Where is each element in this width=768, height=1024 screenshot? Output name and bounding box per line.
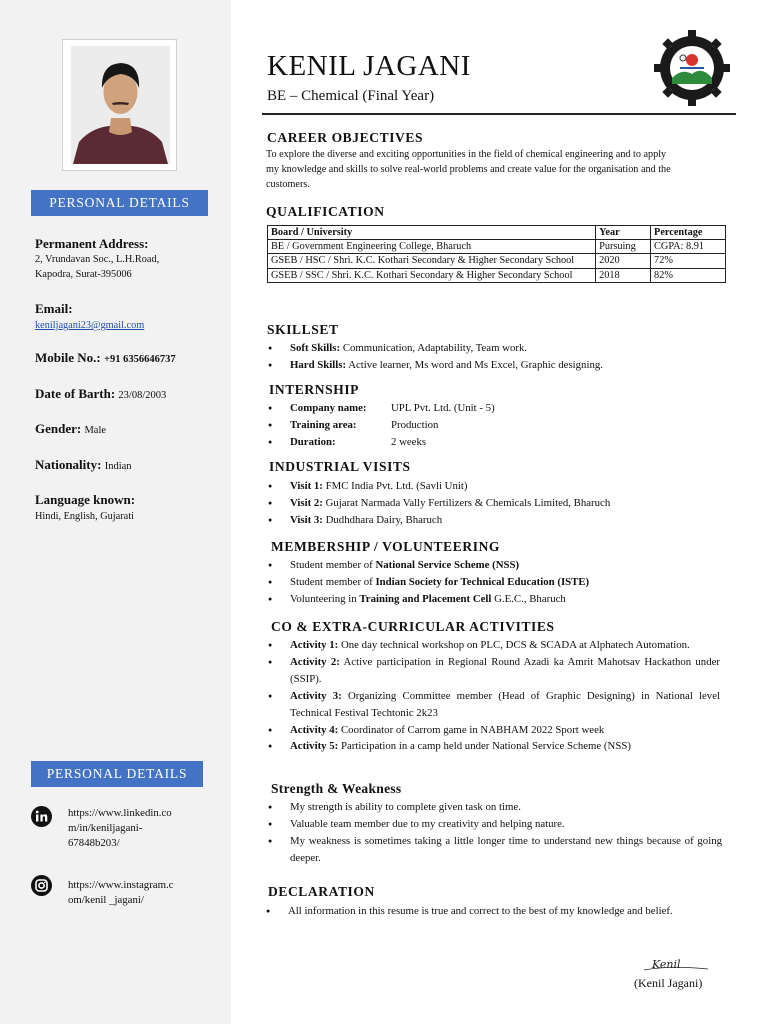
list-item: [266, 340, 726, 357]
hard-skills-value: Active learner, Ms word and Ms Excel, Graphic designing.: [348, 358, 603, 371]
membership-heading: MEMBERSHIP / VOLUNTEERING: [271, 539, 501, 554]
duration-value: 2 weeks: [391, 435, 427, 448]
membership-pre: Volunteering in: [290, 592, 360, 605]
col-header-year: Year: [596, 226, 651, 240]
area-label: Training area:: [290, 418, 357, 431]
cell-board: GSEB / HSC / Shri. K.C. Kothari Secondary & Higher Secondary School: [268, 254, 596, 268]
nationality-value: Indian: [104, 461, 132, 472]
career-line2: my knowledge and skills to solve real-world problems and create value for the organisation and the: [266, 163, 671, 175]
activity-value: Participation in a camp held under National Service Scheme (NSS): [340, 740, 631, 753]
nationality-label: Nationality:: [35, 457, 102, 472]
list-item: [266, 512, 726, 529]
career-heading: CAREER OBJECTIVES: [267, 130, 424, 145]
mobile-value: +91 6356646737: [103, 354, 176, 365]
linkedin-line1: https://www.linkedin.co: [68, 807, 172, 819]
list-item: [266, 357, 726, 374]
cell-percentage: CGPA: 8.91: [651, 240, 726, 254]
visit-value: FMC India Pvt. Ltd. (Savli Unit): [325, 480, 468, 492]
list-item: [266, 637, 720, 654]
cell-year: 2020: [596, 254, 651, 268]
list-item: [266, 738, 720, 755]
candidate-name: KENIL JAGANI: [267, 50, 471, 82]
dob-label: Date of Barth:: [35, 386, 116, 401]
list-item: [266, 495, 726, 512]
membership-org: Training and Placement Cell: [359, 592, 492, 605]
table-row: [268, 240, 726, 254]
duration-label: Duration:: [290, 435, 336, 448]
visits-heading: INDUSTRIAL VISITS: [269, 459, 411, 474]
email-link[interactable]: keniljagani23@gmail.com: [35, 320, 145, 331]
career-text: [266, 148, 736, 192]
visit-label: Visit 3:: [290, 513, 323, 526]
activity-value: Coordinator of Carrom game in NABHAM 2022 Sport week: [340, 723, 605, 736]
list-item: [266, 417, 726, 434]
activities-list: [266, 637, 720, 755]
linkedin-link[interactable]: [68, 806, 198, 851]
hard-skills-label: Hard Skills:: [290, 358, 347, 371]
list-item: [266, 591, 726, 608]
cell-year: 2018: [596, 268, 651, 282]
col-header-board: Board / University: [268, 226, 596, 240]
visits-list: [266, 478, 726, 529]
nationality-row: [35, 457, 132, 473]
gender-value: Male: [84, 425, 107, 436]
list-item: ● My strength is ability to complete given task on time.: [266, 799, 722, 816]
company-label: Company name:: [290, 402, 367, 414]
visit-label: Visit 2:: [290, 496, 323, 509]
college-logo: [652, 28, 732, 108]
signature-script: Kenil: [652, 958, 681, 971]
signature: [640, 954, 712, 976]
list-item: [266, 688, 720, 722]
activity-label: Activity 5:: [290, 740, 339, 753]
visit-value: Gujarat Narmada Vally Fertilizers & Chemicals Limited, Bharuch: [325, 496, 611, 509]
internship-heading: INTERNSHIP: [269, 382, 360, 397]
gender-row: [35, 421, 106, 437]
language-value: Hindi, English, Gujarati: [35, 511, 134, 522]
list-item: [266, 478, 726, 495]
linkedin-line2: m/in/keniljagani-: [68, 822, 143, 834]
linkedin-line3: 67848b203/: [68, 837, 120, 849]
profile-photo: [71, 46, 170, 164]
language-label: Language known:: [35, 492, 136, 507]
instagram-link[interactable]: [68, 878, 198, 908]
strength-heading: Strength & Weakness: [271, 781, 402, 796]
strength-list: [266, 799, 722, 867]
list-item: ● My weakness is sometimes taking a little longer time to understand new things because of going deeper.: [266, 833, 722, 867]
activity-label: Activity 1:: [290, 639, 339, 651]
signature-name: (Kenil Jagani): [634, 976, 703, 990]
profile-photo-frame: [62, 39, 177, 171]
dob-value: 23/08/2003: [118, 390, 167, 401]
declaration-list: [264, 903, 718, 920]
table-header-row: [268, 226, 726, 240]
instagram-line1: https://www.instagram.c: [68, 879, 174, 891]
list-item: [266, 400, 726, 417]
cell-percentage: 82%: [651, 268, 726, 282]
area-value: Production: [391, 418, 439, 431]
qualification-table: [267, 225, 726, 283]
instagram-icon[interactable]: [31, 875, 52, 896]
mobile-row: [35, 350, 176, 366]
membership-post: G.E.C., Bharuch: [491, 592, 566, 605]
activity-label: Activity 4:: [290, 723, 339, 736]
activity-label: Activity 3:: [290, 689, 342, 702]
col-header-percentage: Percentage: [651, 226, 726, 240]
gender-label: Gender:: [35, 421, 82, 436]
social-details-band: PERSONAL DETAILS: [31, 761, 203, 787]
list-item: ● Valuable team member due to my creativity and helping nature.: [266, 816, 722, 833]
list-item: [266, 434, 726, 451]
career-line1: To explore the diverse and exciting opportunities in the field of chemical engineering and to apply: [266, 149, 667, 160]
activities-heading: CO & EXTRA-CURRICULAR ACTIVITIES: [271, 619, 555, 634]
career-line3: customers.: [266, 178, 310, 190]
visit-label: Visit 1:: [290, 480, 323, 492]
visit-value: Dudhdhara Dairy, Bharuch: [325, 513, 443, 526]
mobile-label: Mobile No.:: [35, 350, 101, 365]
cell-board: BE / Government Engineering College, Bharuch: [268, 240, 596, 254]
activity-value: Organizing Committee member (Head of Graphic Designing) in National level Technical Festival Techtonic 2k23: [290, 689, 721, 719]
list-item: [266, 654, 720, 688]
membership-pre: Student member of: [290, 559, 376, 571]
email-label: Email:: [35, 301, 73, 316]
skills-list: [266, 340, 726, 374]
soft-skills-label: Soft Skills:: [290, 342, 341, 354]
header-divider: [262, 113, 736, 115]
list-item: [266, 722, 720, 739]
activity-value: One day technical workshop on PLC, DCS & SCADA at Alphatech Automation.: [340, 639, 690, 651]
membership-org: Indian Society for Technical Education (ISTE): [375, 575, 590, 588]
activity-label: Activity 2:: [290, 655, 340, 668]
membership-pre: Student member of: [290, 575, 376, 588]
address-label: Permanent Address:: [35, 236, 149, 251]
soft-skills-value: Communication, Adaptability, Team work.: [342, 342, 528, 354]
linkedin-icon[interactable]: [31, 806, 52, 827]
cell-percentage: 72%: [651, 254, 726, 268]
address-line2: Kapodra, Surat-395006: [35, 269, 132, 280]
list-item: [266, 574, 726, 591]
qualification-heading: QUALIFICATION: [266, 204, 385, 219]
declaration-heading: DECLARATION: [268, 884, 375, 899]
company-value: UPL Pvt. Ltd. (Unit - 5): [391, 402, 495, 414]
membership-list: [266, 557, 726, 608]
skillset-heading: SKILLSET: [267, 322, 339, 337]
internship-list: [266, 400, 726, 451]
candidate-subtitle: BE – Chemical (Final Year): [267, 88, 435, 104]
instagram-line2: om/kenil _jagani/: [68, 894, 144, 906]
membership-org: National Service Scheme (NSS): [375, 559, 520, 571]
personal-details-band: PERSONAL DETAILS: [31, 190, 208, 216]
cell-board: GSEB / SSC / Shri. K.C. Kothari Secondary & Higher Secondary School: [268, 268, 596, 282]
dob-row: [35, 386, 166, 402]
list-item: [266, 557, 726, 574]
declaration-text: ● All information in this resume is true and correct to the best of my knowledge and belief.: [264, 903, 718, 920]
address-line1: 2, Vrundavan Soc., L.H.Road,: [35, 254, 160, 265]
cell-year: Pursuing: [596, 240, 651, 254]
activity-value: Active participation in Regional Round Azadi ka Amrit Mahotsav Hackathon under (SSIP).: [290, 655, 720, 685]
table-row: [268, 254, 726, 268]
table-row: [268, 268, 726, 282]
